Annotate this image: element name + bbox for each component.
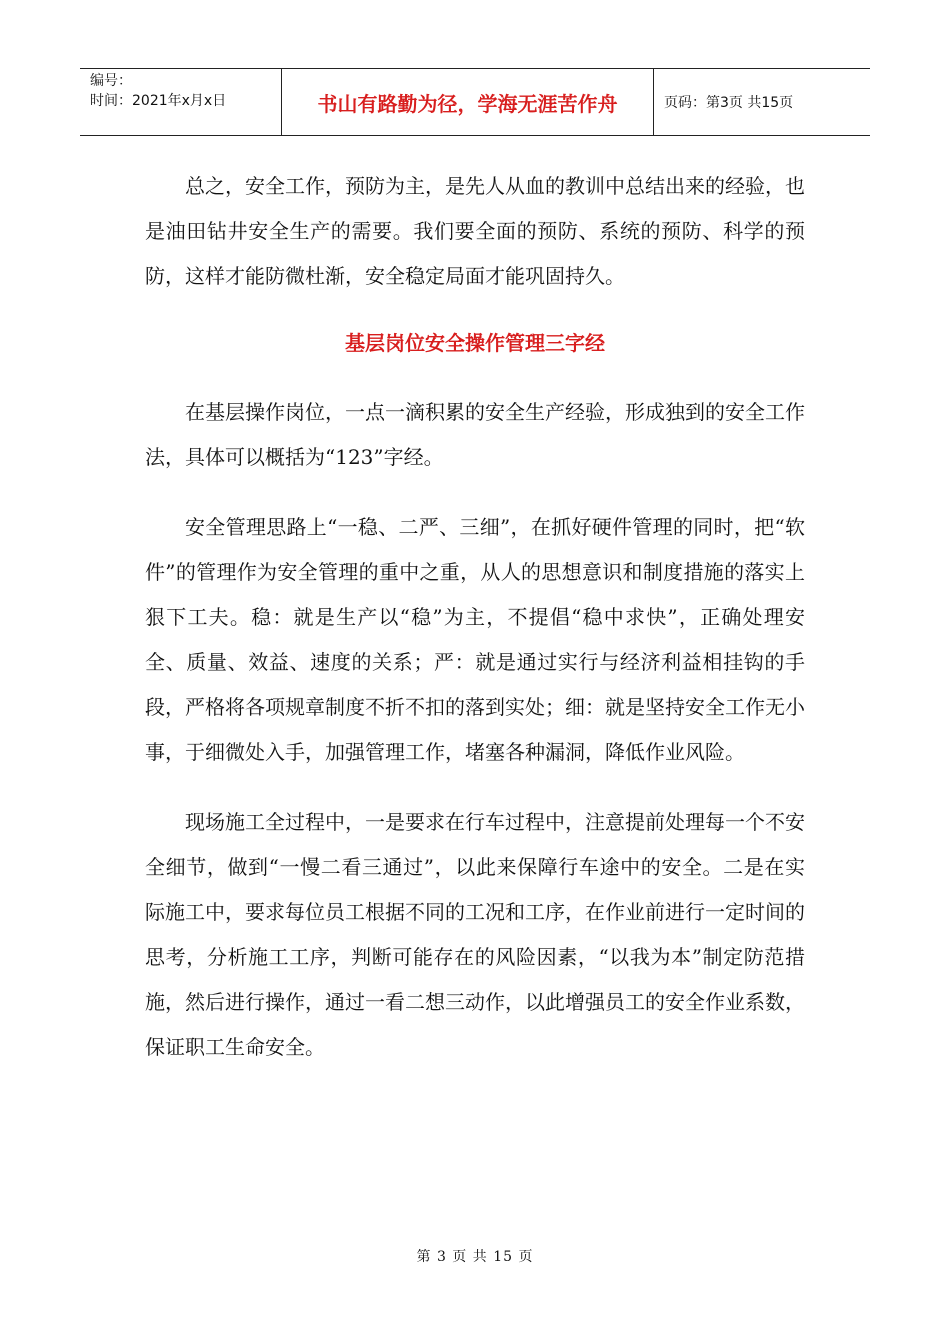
page-footer: 第 3 页 共 15 页 (416, 1249, 534, 1265)
header-meta (80, 69, 281, 135)
document-number-label: 编号： (90, 73, 132, 89)
paragraph: 现场施工全过程中，一是要求在行车过程中，注意提前处理每一个不安全细节，做到“一慢二看三通过”，以此来保障行车途中的安全。二是在实际施工中，要求每位员工根据不同的工况和工序，在作业前进行一定时间的思考，分析施工工序，判断可能存在的风险因素，“以我为本”制定防范措施，然后进行操作，通过一看二想三动作，以此增强员工的安全作业系数，保证职工生命安全。 (145, 810, 805, 1059)
header-page-info: 页码：第3页 共15页 (664, 95, 794, 111)
page-header (80, 68, 870, 136)
paragraph: 在基层操作岗位，一点一滴积累的安全生产经验，形成独到的安全工作法，具体可以概括为“123”字经。 (145, 400, 805, 469)
section-title: 基层岗位安全操作管理三字经 (345, 331, 605, 355)
document-body (145, 164, 805, 1070)
paragraph: 总之，安全工作，预防为主，是先人从血的教训中总结出来的经验，也是油田钻井安全生产的需要。我们要全面的预防、系统的预防、科学的预防，这样才能防微杜渐，安全稳定局面才能巩固持久。 (145, 174, 805, 288)
header-motto: 书山有路勤为径，学海无涯苦作舟 (281, 69, 654, 135)
document-date: 时间：2021年x月x日 (90, 93, 227, 109)
paragraph: 安全管理思路上“一稳、二严、三细”，在抓好硬件管理的同时，把“软件”的管理作为安全管理的重中之重，从人的思想意识和制度措施的落实上狠下工夫。稳：就是生产以“稳”为主，不提倡“稳中求快”，正确处理安全、质量、效益、速度的关系；严：就是通过实行与经济利益相挂钩的手段，严格将各项规章制度不折不扣的落到实处；细：就是坚持安全工作无小事，于细微处入手，加强管理工作，堵塞各种漏洞，降低作业风险。 (145, 515, 805, 764)
